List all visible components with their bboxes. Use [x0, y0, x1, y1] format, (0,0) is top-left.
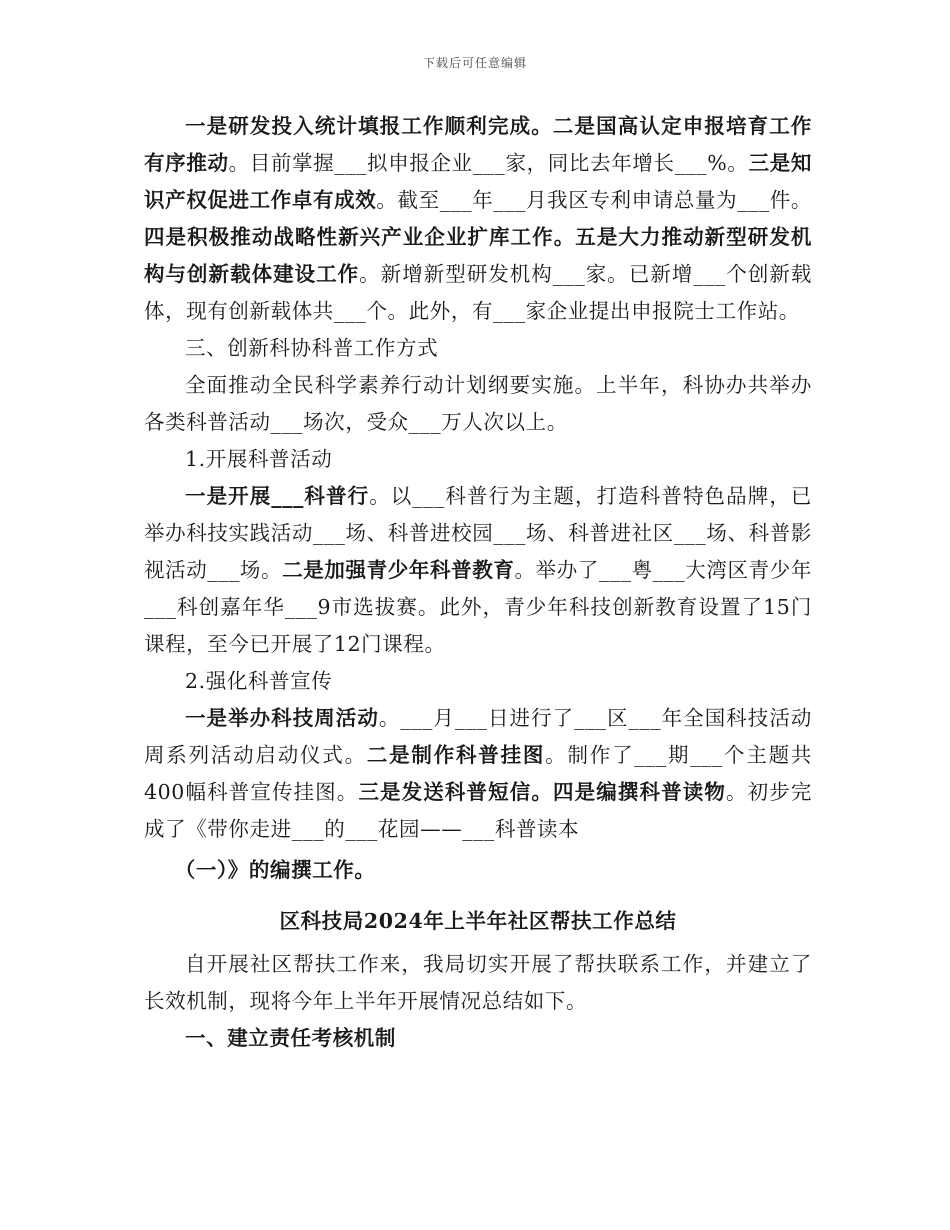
bold-phrase: 五是大力推动新型研发机构与创新载体建设工作: [144, 225, 812, 286]
bold-phrase: 二是制作科普挂图: [366, 743, 546, 767]
bold-phrase: 四是编撰科普读物: [553, 780, 727, 804]
bold-phrase: 二是国高认定申报培育工作有序推动: [144, 114, 813, 175]
bold-phrase: 二是加强青少年科普教育: [282, 558, 515, 582]
bold-phrase: 三是知识产权促进工作卓有成效: [144, 151, 812, 212]
paragraph-science-literacy: 全面推动全民科学素养行动计划纲要实施。上半年，科协办共举办各类科普活动___场次，受众___万人次以上。: [144, 373, 812, 434]
paragraph-science-activities: [144, 478, 812, 663]
paragraph-science-publicity: [144, 700, 812, 848]
page-header: 下载后可任意编辑: [422, 56, 527, 70]
bold-phrase: 四是积极推动战略性新兴产业企业扩库工作。: [144, 225, 576, 249]
bold-phrase: 一是研发投入统计填报工作顺利完成。: [185, 114, 553, 138]
body-text: 。初步完成了《带你走进___的___花园——___科普读本: [144, 780, 812, 841]
body-text: 。目前掌握___拟申报企业___家，同比去年增长___%。: [228, 151, 749, 175]
body-text: 。制作了___期___个主题共400幅科普宣传挂图。: [144, 743, 813, 804]
paragraph-intro: 自开展社区帮扶工作来，我局切实开展了帮扶联系工作，并建立了长效机制，现将今年上半年开展情况总结如下。: [144, 952, 812, 1013]
subheading-2: 2.强化科普宣传: [185, 669, 333, 693]
section-heading-1: 一、建立责任考核机制: [185, 1026, 396, 1050]
body-text: 。新增新型研发机构___家。已新增___个创新载体，现有创新载体共___个。此外，有___家企业提出申报院士工作站。: [144, 262, 812, 323]
body-text: 。___月___日进行了___区___年全国科技活动周系列活动启动仪式。: [144, 706, 812, 767]
bold-phrase: 三是发送科普短信。: [358, 780, 554, 804]
section-heading-3: 三、创新科协科普工作方式: [185, 336, 439, 360]
document-title: 区科技局2024年上半年社区帮扶工作总结: [279, 909, 677, 933]
body-text: 。举办了___粤___大湾区青少年___科创嘉年华___9市选拔赛。此外，青少年科技创新教育设置了15门课程，至今已开展了12门课程。: [144, 558, 812, 656]
bold-phrase: 一是举办科技周活动: [185, 706, 379, 730]
body-text: 。以___科普行为主题，打造科普特色品牌，已举办科技实践活动___场、科普进校园___场、科普进社区___场、科普影视活动___场。: [144, 484, 813, 582]
bold-phrase: 一是开展___科普行: [185, 484, 370, 508]
document-body: [144, 108, 812, 1057]
body-text: 。截至___年___月我区专利申请总量为___件。: [376, 188, 812, 212]
paragraph-research-progress: [144, 108, 812, 330]
paragraph-compilation: （一）》的编撰工作。: [174, 858, 376, 882]
subheading-1: 1.开展科普活动: [185, 447, 333, 471]
